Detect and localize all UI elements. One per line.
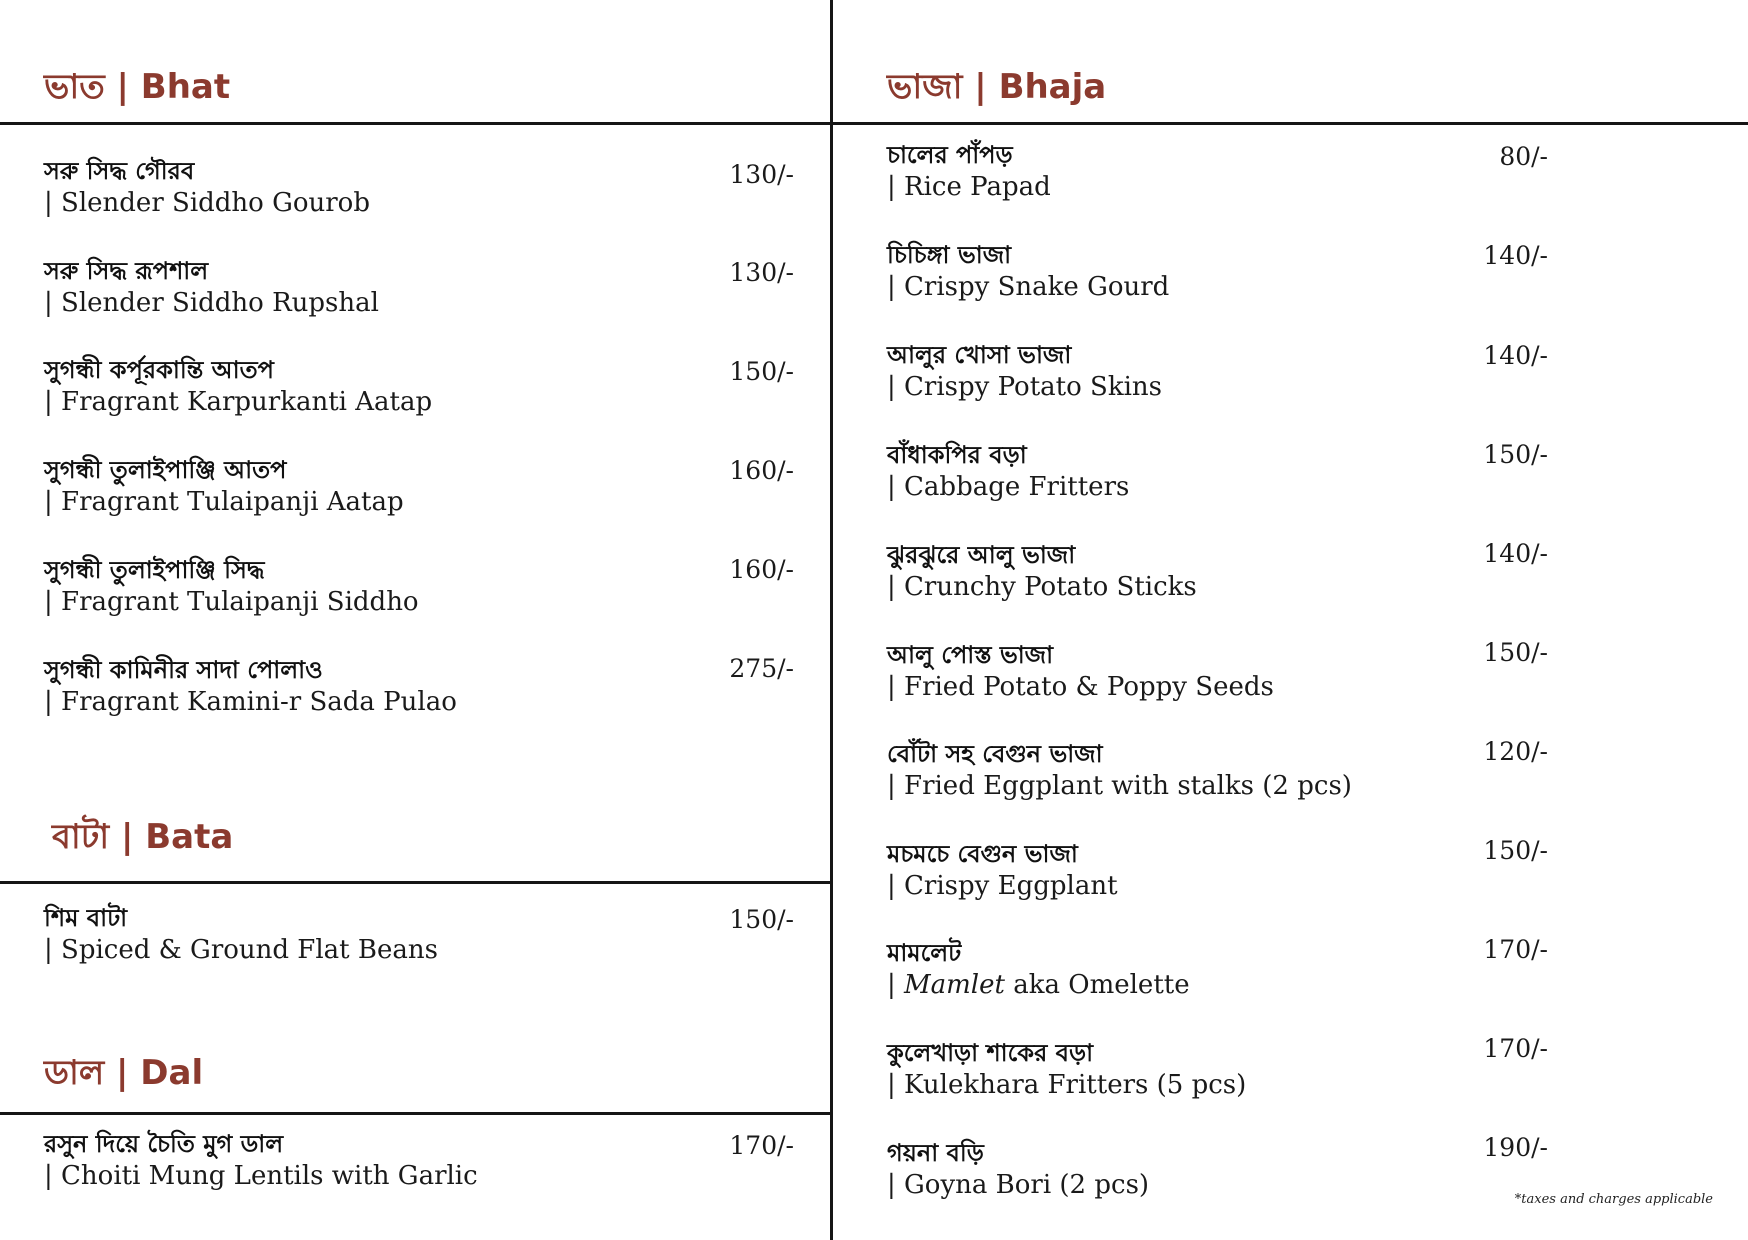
- item-name-english: | Fragrant Tulaipanji Aatap: [44, 487, 404, 517]
- item-name-bengali: আলুর খোসা ভাজা: [887, 341, 1072, 369]
- section-title-dal: ডাল | Dal: [44, 1053, 204, 1093]
- item-name-english: | Fragrant Kamini-r Sada Pulao: [44, 687, 457, 717]
- item-name-bengali: সরু সিদ্ধ গৌরব: [44, 157, 195, 185]
- item-price: 170/-: [729, 1131, 794, 1160]
- menu-item-bhaja-7: [887, 739, 1352, 803]
- item-name-bengali: বাঁধাকপির বড়া: [887, 441, 1027, 469]
- item-name-bengali: বোঁটা সহ বেগুন ভাজা: [887, 740, 1103, 768]
- item-name-english: | Crispy Eggplant: [887, 871, 1118, 901]
- item-price: 275/-: [729, 654, 794, 683]
- menu-item-bhaja-9: [887, 938, 1190, 1002]
- item-name-english: | Fragrant Tulaipanji Siddho: [44, 587, 419, 617]
- menu-item-bhaja-4: [887, 440, 1129, 504]
- item-name-english: | Fried Eggplant with stalks (2 pcs): [887, 771, 1352, 801]
- item-price: 150/-: [729, 357, 794, 386]
- item-name-english: | Slender Siddho Rupshal: [44, 288, 379, 318]
- item-price: 160/-: [729, 456, 794, 485]
- item-name-english: | Kulekhara Fritters (5 pcs): [887, 1070, 1247, 1100]
- item-price: 80/-: [1499, 142, 1548, 171]
- item-price: 130/-: [729, 160, 794, 189]
- menu-item-bhaja-3: [887, 340, 1162, 404]
- item-name-english: | Choiti Mung Lentils with Garlic: [44, 1161, 478, 1191]
- menu-item-bhaja-2: [887, 240, 1169, 304]
- item-name-bengali: সরু সিদ্ধ রূপশাল: [44, 257, 209, 285]
- item-name-bengali: আলু পোস্ত ভাজা: [887, 641, 1054, 669]
- item-name-english: | Crispy Potato Skins: [887, 372, 1162, 402]
- item-price: 150/-: [1483, 440, 1548, 469]
- menu-item-bhat-6: [44, 655, 457, 719]
- menu-item-bhaja-1: [887, 140, 1051, 204]
- item-name-english: | Crispy Snake Gourd: [887, 272, 1170, 302]
- item-price: 130/-: [729, 258, 794, 287]
- menu-item-dal-1: [44, 1129, 478, 1193]
- item-name-bengali: ঝুরঝুরে আলু ভাজা: [887, 541, 1076, 569]
- menu-item-bhaja-5: [887, 540, 1197, 604]
- item-price: 140/-: [1483, 539, 1548, 568]
- item-price: 190/-: [1483, 1133, 1548, 1162]
- menu-item-bhaja-8: [887, 839, 1118, 903]
- item-name-suffix: aka Omelette: [1004, 970, 1190, 1000]
- menu-item-bhat-5: [44, 555, 419, 619]
- menu-item-bhat-2: [44, 256, 379, 320]
- item-name-bengali: সুগন্ধী তুলাইপাঞ্জি আতপ: [44, 456, 287, 484]
- item-price: 170/-: [1483, 1034, 1548, 1063]
- section-title-bhat: ভাত | Bhat: [44, 67, 231, 107]
- item-price: 160/-: [729, 555, 794, 584]
- menu-item-bhaja-6: [887, 640, 1274, 704]
- item-name-bengali: সুগন্ধী কামিনীর সাদা পোলাও: [44, 656, 323, 684]
- item-name-bengali: মচমচে বেগুন ভাজা: [887, 840, 1078, 868]
- section-title-bata: বাটা | Bata: [52, 817, 234, 857]
- menu-item-bhat-1: [44, 156, 370, 220]
- section-title-bhaja: ভাজা | Bhaja: [887, 67, 1107, 107]
- menu-item-bhaja-10: [887, 1038, 1246, 1102]
- item-name-english: [887, 968, 1190, 1002]
- item-name-english: | Fried Potato & Poppy Seeds: [887, 672, 1274, 702]
- menu-item-bhaja-11: [887, 1138, 1149, 1202]
- item-name-bengali: চিচিঙ্গা ভাজা: [887, 241, 1012, 269]
- item-price: 140/-: [1483, 241, 1548, 270]
- menu-item-bhat-4: [44, 455, 404, 519]
- item-name-english: | Fragrant Karpurkanti Aatap: [44, 387, 433, 417]
- item-name-italic: Mamlet: [904, 970, 1005, 1000]
- item-price: 150/-: [1483, 836, 1548, 865]
- item-price: 170/-: [1483, 935, 1548, 964]
- item-name-english: | Spiced & Ground Flat Beans: [44, 935, 438, 965]
- item-price: 140/-: [1483, 341, 1548, 370]
- item-name-bengali: সুগন্ধী তুলাইপাঞ্জি সিদ্ধ: [44, 556, 265, 584]
- section-rule-dal: [0, 1112, 830, 1115]
- item-price: 120/-: [1483, 737, 1548, 766]
- item-name-english: | Rice Papad: [887, 172, 1051, 202]
- item-price: 150/-: [729, 905, 794, 934]
- item-name-english: | Goyna Bori (2 pcs): [887, 1170, 1150, 1200]
- taxes-footnote: *taxes and charges applicable: [1514, 1192, 1713, 1207]
- item-name-english: | Slender Siddho Gourob: [44, 188, 370, 218]
- item-name-bengali: মামলেট: [887, 939, 962, 967]
- item-name-bengali: রসুন দিয়ে চৈতি মুগ ডাল: [44, 1130, 284, 1158]
- item-name-bengali: গয়না বড়ি: [887, 1139, 984, 1167]
- item-name-bengali: সুগন্ধী কর্পূরকান্তি আতপ: [44, 356, 274, 384]
- item-name-bengali: শিম বাটা: [44, 904, 128, 932]
- item-price: 150/-: [1483, 638, 1548, 667]
- menu-item-bhat-3: [44, 355, 432, 419]
- section-rule-bata: [0, 881, 830, 884]
- item-name-english: | Cabbage Fritters: [887, 472, 1130, 502]
- item-name-english: | Crunchy Potato Sticks: [887, 572, 1197, 602]
- item-name-bengali: কুলেখাড়া শাকের বড়া: [887, 1039, 1094, 1067]
- column-divider: [830, 0, 833, 1240]
- item-name-bengali: চালের পাঁপড়: [887, 141, 1013, 169]
- item-name-prefix: |: [887, 970, 905, 1000]
- menu-item-bata-1: [44, 903, 438, 967]
- header-rule-top: [0, 122, 1748, 125]
